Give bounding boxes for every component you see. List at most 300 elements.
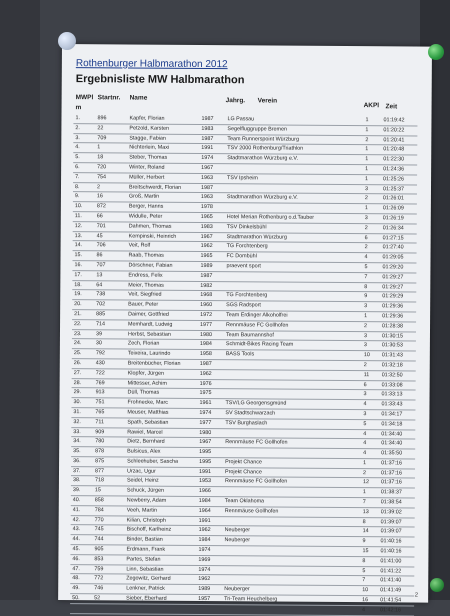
start-number: 885 — [96, 311, 106, 318]
birth-year: 1964 — [198, 507, 211, 514]
age-class-rank: 2 — [364, 322, 368, 329]
age-class-rank: 6 — [364, 234, 368, 241]
club: SGS Radsport — [226, 302, 261, 309]
rank: 3. — [75, 134, 80, 141]
rank: 11. — [74, 213, 82, 220]
age-class-rank: 8 — [364, 283, 368, 290]
birth-year: 1960 — [200, 302, 213, 309]
age-class-rank: 4 — [362, 606, 366, 613]
finish-time: 01:20:41 — [383, 136, 405, 143]
runner-name: Meier, Thomas — [128, 282, 164, 289]
club: Projekt Chance — [225, 459, 262, 466]
birth-year: 1974 — [199, 409, 212, 416]
finish-time: 01:25:26 — [383, 176, 405, 183]
runner-name: Nichterlein, Maxi — [129, 144, 170, 152]
runner-name: Klopfer, Jürgen — [127, 370, 164, 377]
birth-year: 1957 — [198, 596, 211, 603]
runner-name: Dahmen, Thomas — [128, 223, 172, 230]
finish-time: 01:41:40 — [380, 577, 402, 584]
age-class-rank: 1 — [362, 489, 366, 496]
runner-name: Müller, Herbert — [129, 174, 165, 181]
runner-name: Steber, Thomas — [129, 154, 168, 161]
start-number: 744 — [94, 536, 104, 543]
club: FC Dombühl — [226, 253, 257, 260]
finish-time: 01:27:40 — [382, 244, 404, 251]
runner-name: Urzac, Ugur — [126, 468, 156, 475]
rank: 7. — [75, 173, 80, 180]
rank: 36. — [73, 457, 81, 465]
club: TG Forchtenberg — [226, 292, 268, 299]
rank: 35. — [73, 448, 81, 455]
birth-year: 1995 — [199, 458, 212, 465]
runner-name: Düll, Thomas — [127, 389, 160, 396]
start-number: 896 — [97, 115, 107, 122]
birth-year: 1987 — [201, 135, 214, 142]
finish-time: 01:42:16 — [380, 607, 402, 614]
age-class-rank: 1 — [364, 313, 368, 320]
club: TG Forchtenberg — [226, 243, 268, 250]
runner-name: Berger, Hanns — [128, 203, 164, 210]
rank: 40. — [72, 497, 81, 504]
club: Neuberger — [224, 586, 250, 593]
age-class-rank: 11 — [363, 371, 370, 378]
club: Stadtmarathon Würzburg e.V. — [226, 194, 298, 202]
runner-name: Raab, Thomas — [128, 252, 164, 259]
birth-year: 1962 — [200, 243, 213, 250]
start-number: 858 — [94, 497, 104, 504]
runner-name: Bulsicus, Alex — [127, 448, 161, 455]
age-class-rank: 2 — [362, 469, 367, 476]
rank: 27. — [73, 369, 82, 376]
age-class-rank: 4 — [364, 254, 368, 261]
finish-time: 01:32:50 — [381, 371, 403, 379]
finish-time: 01:29:20 — [382, 264, 404, 271]
start-number: 780 — [95, 438, 105, 445]
runner-name: Teixeira, Laurindo — [127, 350, 171, 357]
runner-name: Mittesser, Achim — [127, 379, 167, 387]
runner-name: Memhardt, Ludwig — [128, 321, 173, 328]
finish-time: 01:30:53 — [381, 342, 403, 349]
age-class-rank: 1 — [365, 117, 369, 124]
start-number: 722 — [95, 369, 105, 377]
finish-time: 01:29:29 — [382, 293, 404, 300]
rank: 48. — [72, 575, 80, 582]
start-number: 745 — [94, 526, 104, 533]
rank: 50. — [72, 595, 80, 602]
birth-year: 1953 — [198, 478, 211, 485]
age-class-rank: 8 — [362, 557, 366, 564]
rank: 2. — [75, 124, 80, 131]
age-class-rank: 5 — [363, 420, 367, 427]
finish-time: 01:39:07 — [380, 518, 402, 526]
rank: 44. — [72, 536, 81, 543]
age-class-rank: 3 — [364, 185, 369, 192]
start-number: 709 — [97, 134, 107, 141]
rank: 37. — [72, 467, 81, 474]
birth-year: 1983 — [201, 125, 214, 132]
age-class-rank: 1 — [365, 156, 369, 163]
rank: 16. — [74, 262, 82, 269]
age-class-rank: 1 — [365, 175, 369, 182]
start-number: 878 — [95, 448, 105, 455]
rank: 8. — [74, 183, 80, 190]
rank: 20. — [74, 301, 82, 308]
age-class-rank: 3 — [363, 332, 367, 339]
birth-year: 1962 — [199, 370, 212, 377]
finish-time: 01:41:49 — [380, 587, 402, 594]
age-class-rank: 4 — [363, 450, 367, 457]
club: TSV Ipsheim — [227, 174, 258, 182]
age-class-rank: 7 — [364, 273, 368, 280]
club: TSV/LG Georgensgmünd — [225, 400, 287, 407]
finish-time: 01:35:50 — [381, 450, 403, 457]
finish-time: 01:26:34 — [382, 225, 404, 232]
age-class-rank: 14 — [362, 528, 369, 535]
runner-name: Schleehuber, Sascha — [127, 458, 179, 465]
finish-time: 01:34:17 — [381, 411, 403, 418]
birth-year: 1987 — [200, 184, 214, 191]
club: Tri-Team Heuchelberg — [224, 596, 278, 603]
header-club: Verein — [257, 97, 278, 105]
page-number: 2 — [414, 592, 419, 599]
finish-time: 01:39:07 — [380, 528, 402, 535]
age-class-rank: 6 — [363, 381, 367, 388]
birth-year: 1963 — [200, 194, 213, 201]
club: Stadtmarathon Würzburg — [226, 233, 287, 241]
start-number: 1 — [97, 144, 101, 151]
finish-time: 01:37:16 — [380, 469, 403, 477]
finish-time: 01:29:27 — [382, 283, 404, 290]
rank: 17. — [74, 271, 82, 278]
rank: 19. — [74, 291, 82, 298]
runner-name: Endress, Felix — [128, 272, 163, 279]
club: Segelfluggruppe Bremen — [227, 125, 288, 133]
age-class-rank: 7 — [362, 499, 366, 506]
finish-time: 01:37:16 — [381, 460, 403, 467]
start-number: 16 — [96, 193, 103, 200]
rank: 34. — [73, 438, 81, 445]
background-left — [0, 0, 40, 600]
runner-name: Kilian, Christoph — [126, 517, 166, 524]
club: Neuberger — [224, 527, 251, 534]
runner-name: Zegowitz, Gerhard — [126, 575, 171, 583]
birth-year: 1984 — [198, 537, 211, 544]
birth-year: 1967 — [201, 164, 214, 172]
club: Rennmäuse Gollhofen — [224, 508, 279, 515]
birth-year: 1995 — [199, 449, 212, 456]
finish-time: 01:19:42 — [383, 117, 405, 124]
header-time: Zeit — [385, 103, 398, 111]
birth-year: 1969 — [198, 556, 211, 563]
birth-year: 1965 — [200, 253, 213, 260]
start-number: 746 — [94, 585, 104, 592]
rank: 49. — [72, 585, 80, 592]
rank: 4. — [75, 144, 80, 151]
finish-time: 01:30:15 — [381, 332, 403, 339]
age-class-rank: 4 — [363, 401, 367, 408]
birth-year: 1983 — [200, 223, 213, 230]
table-row — [70, 604, 414, 616]
age-class-rank: 5 — [362, 567, 366, 574]
runner-name: Erdmann, Frank — [126, 546, 166, 553]
list-title: Ergebnisliste MW Halbmarathon — [75, 73, 245, 87]
birth-year: 1963 — [201, 174, 214, 181]
start-number: 770 — [94, 516, 104, 523]
start-number: 784 — [94, 507, 104, 514]
age-class-rank: 3 — [363, 391, 367, 398]
age-class-rank: 9 — [364, 293, 368, 300]
rank: 12. — [74, 222, 83, 229]
start-number: 853 — [94, 556, 104, 563]
birth-year: 1984 — [198, 498, 211, 505]
rank: 13. — [74, 232, 83, 239]
rank: 28. — [73, 379, 82, 386]
rank: 46. — [72, 555, 80, 562]
rank: 6. — [75, 164, 80, 171]
finish-time: 01:40:16 — [380, 538, 402, 545]
rank: 39. — [72, 487, 81, 494]
age-class-rank: 1 — [365, 126, 369, 133]
age-class-rank: 15 — [362, 548, 369, 555]
runner-name: Binder, Bastian — [126, 536, 163, 543]
finish-time: 01:34:18 — [381, 420, 403, 428]
birth-year: 1974 — [198, 547, 211, 554]
rank: 23. — [73, 330, 82, 337]
runner-name: Kempinski, Heinrich — [128, 233, 177, 240]
club: Stadtmarathon Würzburg e.V. — [227, 155, 299, 162]
runner-name: Breitschwerdt, Florian — [128, 184, 182, 191]
start-number: 430 — [95, 360, 105, 367]
age-class-rank: 5 — [364, 264, 368, 271]
birth-year: 1962 — [198, 527, 211, 534]
runner-name: Seidel, Heinz — [126, 477, 159, 485]
birth-year: 1966 — [198, 488, 211, 495]
start-number: 702 — [96, 301, 106, 308]
age-class-rank: 4 — [363, 430, 367, 437]
club: Projekt Chance — [224, 468, 262, 476]
birth-year: 1978 — [200, 204, 213, 211]
age-class-rank: 4 — [363, 440, 367, 447]
runner-name: Stagge, Fabian — [129, 135, 166, 142]
age-class-rank: 2 — [364, 244, 368, 251]
start-number: 875 — [95, 458, 105, 465]
start-number: 913 — [95, 389, 105, 396]
rank: 22. — [74, 320, 82, 327]
runner-name: Bischoff, Karlheinz — [126, 526, 172, 534]
birth-year: 1962 — [198, 576, 211, 583]
club: Team Oklahoma — [224, 498, 265, 505]
birth-year: 1967 — [199, 439, 212, 446]
finish-time: 01:27:15 — [382, 234, 404, 241]
finish-time: 01:41:54 — [380, 597, 402, 604]
start-number: 22 — [97, 125, 104, 132]
birth-year: 1984 — [199, 341, 212, 348]
start-number: 64 — [96, 281, 103, 288]
finish-time: 01:26:01 — [382, 195, 404, 202]
rank: 24. — [73, 340, 82, 347]
age-class-rank: 13 — [362, 508, 369, 516]
start-number: 772 — [94, 575, 104, 582]
header-name: Name — [129, 94, 148, 102]
runner-name: Veit, Rolf — [128, 242, 151, 249]
rank: 30. — [73, 399, 82, 406]
finish-time: 01:29:05 — [382, 254, 404, 261]
runner-name: Dietz, Bernhard — [127, 438, 165, 446]
runner-name: Daimer, Gottfried — [128, 311, 169, 318]
finish-time: 01:33:13 — [381, 391, 403, 398]
club: praevent sport — [226, 263, 261, 270]
runner-name: Sieber, Eberhard — [126, 595, 167, 602]
age-class-rank: 3 — [364, 303, 368, 310]
start-number: 909 — [95, 428, 105, 435]
birth-year: 1965 — [200, 213, 213, 221]
age-class-rank: 16 — [362, 597, 369, 604]
runner-name: Winter, Roland — [129, 164, 165, 171]
runner-name: Partes, Stefan — [126, 556, 161, 563]
birth-year: 1974 — [198, 566, 211, 573]
club: Rennmäuse FC Gollhofen — [226, 321, 289, 329]
rank: 38. — [72, 477, 81, 484]
age-class-rank: 1 — [365, 166, 369, 173]
age-class-rank: 2 — [364, 224, 368, 231]
birth-year: 1987 — [200, 272, 213, 279]
age-class-rank: 8 — [362, 518, 366, 525]
runner-name: Zech, Florian — [127, 340, 160, 348]
age-class-rank: 9 — [362, 538, 366, 545]
age-class-rank: 1 — [364, 205, 368, 212]
runner-name: Herbst, Sebastian — [127, 330, 171, 338]
club: TSV Dinkelsbühl — [226, 223, 267, 231]
finish-time: 01:22:30 — [383, 156, 405, 163]
birth-year: 1991 — [198, 468, 212, 475]
birth-year: 1987 — [201, 115, 214, 123]
runner-name: Veeh, Martin — [126, 507, 158, 514]
club: Rennmäuse FC Gollhofen — [225, 439, 288, 446]
start-number: 872 — [96, 203, 106, 210]
header-m: m — [75, 104, 82, 112]
runner-name: Dörschner, Fabian — [128, 262, 173, 269]
rank: 18. — [74, 281, 82, 288]
finish-time: 01:32:18 — [381, 362, 403, 369]
birth-year: 1977 — [200, 321, 213, 328]
rank: 31. — [73, 408, 81, 416]
rank: 5. — [75, 154, 80, 161]
runner-name: Schuck, Jürgen — [126, 487, 165, 495]
start-number: 718 — [94, 477, 104, 484]
finish-time: 01:33:43 — [381, 401, 403, 408]
age-class-rank: 2 — [364, 195, 368, 202]
runner-name: Veit, Siegfried — [128, 291, 162, 299]
birth-year: 1974 — [201, 155, 214, 162]
finish-time: 01:26:19 — [382, 215, 404, 222]
club: LG Passau — [227, 116, 255, 123]
rank: 42. — [72, 516, 81, 523]
birth-year: 1991 — [198, 517, 211, 524]
age-class-rank: 7 — [362, 577, 366, 584]
club: Team Runnerspoint Würzburg — [227, 135, 299, 143]
runner-name: Widulle, Peter — [128, 213, 163, 220]
rank: 33. — [73, 428, 81, 435]
club: BASS Tools — [225, 351, 255, 358]
rank: 9. — [74, 193, 80, 200]
finish-time: 01:26:09 — [382, 205, 404, 212]
runner-name: Spath, Sebastian — [127, 419, 169, 426]
birth-year: 1991 — [201, 145, 214, 152]
runner-name: Lenkner, Patrick — [126, 585, 165, 592]
start-number: 792 — [95, 350, 105, 357]
finish-time: 01:34:40 — [381, 440, 403, 447]
runner-name: Newberry, Adam — [126, 497, 167, 504]
start-number: 759 — [94, 565, 104, 572]
start-number: 738 — [96, 291, 106, 298]
start-number: 905 — [94, 546, 104, 553]
finish-time: 01:39:02 — [380, 509, 402, 516]
birth-year: 1975 — [199, 390, 212, 397]
age-class-rank: 2 — [363, 362, 367, 369]
age-class-rank: 10 — [363, 352, 370, 359]
club: SV Stadtschwarzach — [225, 410, 276, 417]
rank: 26. — [73, 360, 82, 367]
start-number: 18 — [97, 154, 104, 161]
start-number: 754 — [97, 174, 107, 181]
start-number: 2 — [96, 183, 101, 190]
birth-year: 1972 — [200, 311, 213, 318]
club: Team Baumannshof — [225, 331, 274, 339]
rank: 1. — [75, 115, 81, 122]
finish-time: 01:41:22 — [380, 567, 402, 575]
birth-year: 1968 — [200, 292, 213, 299]
club: Rennmäuse FC Gollhofen — [224, 478, 288, 486]
header-startnr: Startnr. — [97, 94, 121, 102]
runner-name: Petzold, Karsten — [129, 125, 169, 132]
birth-year: 1967 — [200, 233, 213, 240]
start-number: 877 — [94, 467, 105, 474]
finish-time: 01:25:37 — [382, 185, 405, 192]
start-number: 45 — [96, 232, 103, 239]
birth-year: 1980 — [199, 429, 212, 436]
start-number: 711 — [95, 418, 104, 426]
finish-time: 01:24:36 — [383, 166, 405, 173]
start-number: 39 — [95, 330, 102, 337]
rank: 41. — [72, 506, 81, 514]
pushpin-icon — [58, 32, 76, 50]
finish-time: 01:41:00 — [380, 558, 402, 565]
birth-year: 1976 — [199, 380, 212, 387]
pushpin-icon — [430, 578, 444, 592]
results-sheet — [58, 44, 432, 614]
start-number: 86 — [96, 252, 103, 259]
club: Team Erdinger Alkoholfrei — [226, 312, 288, 319]
finish-time: 01:29:36 — [382, 313, 404, 320]
start-number: 701 — [96, 223, 106, 230]
pushpin-icon — [428, 44, 444, 60]
runner-name: Groß, Martin — [128, 193, 160, 201]
birth-year: 1958 — [199, 351, 212, 358]
finish-time: 01:40:16 — [380, 548, 402, 555]
birth-year: 1977 — [199, 419, 212, 426]
birth-year: 1987 — [199, 360, 212, 367]
age-class-rank: 3 — [363, 342, 367, 349]
rank: 29. — [73, 389, 82, 396]
age-class-rank: 12 — [362, 479, 369, 486]
finish-time: 01:29:27 — [382, 273, 404, 281]
birth-year: 1989 — [200, 262, 213, 270]
finish-time: 01:20:22 — [383, 127, 405, 134]
club: TSV Burghaslach — [225, 419, 268, 427]
club: Schmidt-Bikes Racing Team — [225, 341, 294, 348]
runner-name: Linn, Sebastian — [126, 566, 164, 573]
start-number: 751 — [95, 399, 105, 406]
